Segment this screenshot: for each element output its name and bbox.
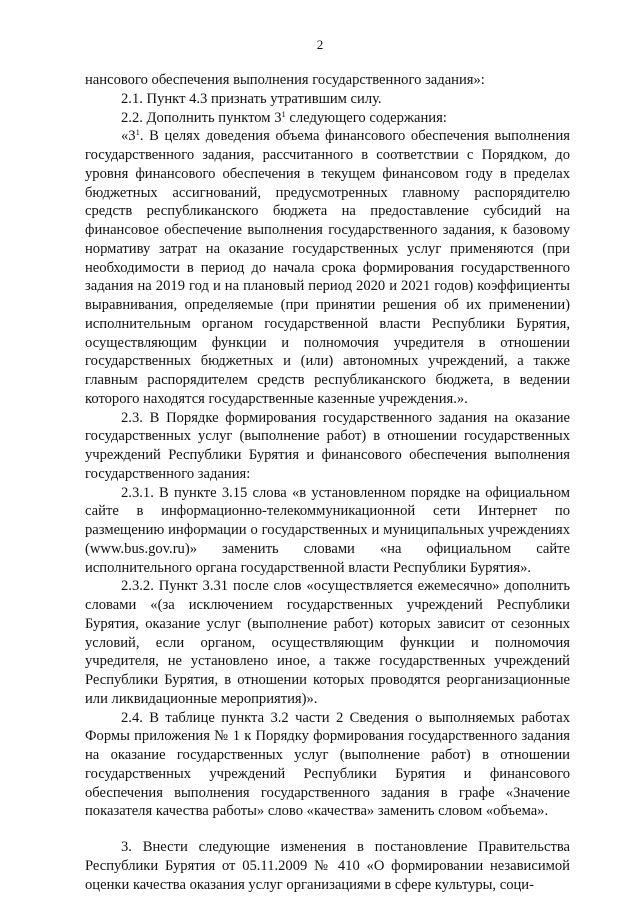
page-number: 2 <box>316 37 324 52</box>
paragraph-continuation: нансового обеспечения выполнения государственного задания»: <box>85 72 485 88</box>
paragraph-2-4: 2.4. В таблице пункта 3.2 части 2 Сведения о выполняемых работах Формы приложения № 1 к Порядку формирования государственного задания на оказание государственных услуг (выполнение работ) в отношении государственных учреждений Республики Бурятия и финансового обеспечения выполнения государственного задания в графе «Значение показателя качества работы» слово «качества» заменить словом «объема». <box>85 709 570 820</box>
paragraph-2-2-text-start: 2.2. Дополнить пунктом 3 <box>121 109 282 126</box>
paragraph-3-1-text-start: «3 <box>121 128 136 145</box>
paragraph-2-2-text-end: следующего содержания: <box>285 109 447 126</box>
paragraph-3-1-quote <box>85 127 570 408</box>
superscript: 1 <box>135 127 140 138</box>
paragraph-2-3-2: 2.3.2. Пункт 3.31 после слов «осуществляется ежемесячно» дополнить словами «(за исключением государственных учреждений Республики Бурятия, оказание услуг (выполнение работ) которых зависит от сезонных условий, если органом, осуществляющим функции и полномочия учредителя, не установлено иное, а также государственных учреждений Республики Бурятия, в отношении которых проводятся реорганизационные или ликвидационные мероприятия)». <box>85 578 570 707</box>
superscript: 1 <box>281 108 286 119</box>
document-body <box>85 71 570 894</box>
paragraph-2-3: 2.3. В Порядке формирования государственного задания на оказание государственных услуг (выполнение работ) в отношении государственных учреждений Республики Бурятия и финансового обеспечения выполнения государственного задания: <box>85 409 570 482</box>
paragraph-3-1-text-end: . В целях доведения объема финансового обеспечения выполнения государственного задания, рассчитанного в соответствии с Порядком, до уровня финансового обеспечения в текущем финансовом году в пределах бюджетных ассигнований, предусмотренных главному распорядителю средств республиканского бюджета на предоставление субсидий на финансовое обеспечение выполнения государственного задания, к базовому нормативу затрат на оказание государственных услуг применяются (при необходимости в период до начала срока формирования государственного задания на 2019 год и на плановый период 2020 и 2021 годов) коэффициенты выравнивания, определяемые (при принятии решения об их применении) исполнительным органом государственной власти Республики Бурятия, осуществляющим функции и полномочия учредителя в отношении государственных бюджетных и (или) автономных учреждений, а также главным распорядителем средств республиканского бюджета, в ведении которого находятся государственные казенные учреждения.». <box>85 128 570 407</box>
paragraph-2-3-1: 2.3.1. В пункте 3.15 слова «в установленном порядке на официальном сайте в информационно-телекоммуникационной сети Интернет по размещению информации о государственных и муниципальных учреждениях (www.bus.gov.ru)» заменить словами «на официальном сайте исполнительного органа государственной власти Республики Бурятия». <box>85 484 570 576</box>
paragraph-2-1: 2.1. Пункт 4.3 признать утратившим силу. <box>121 90 382 107</box>
paragraph-2-2 <box>85 109 570 128</box>
paragraph-3: 3. Внести следующие изменения в постановление Правительства Республики Бурятия от 05.11.2009 № 410 «О формировании независимой оценки качества оказания услуг организациями в сфере культуры, соци- <box>85 839 570 893</box>
